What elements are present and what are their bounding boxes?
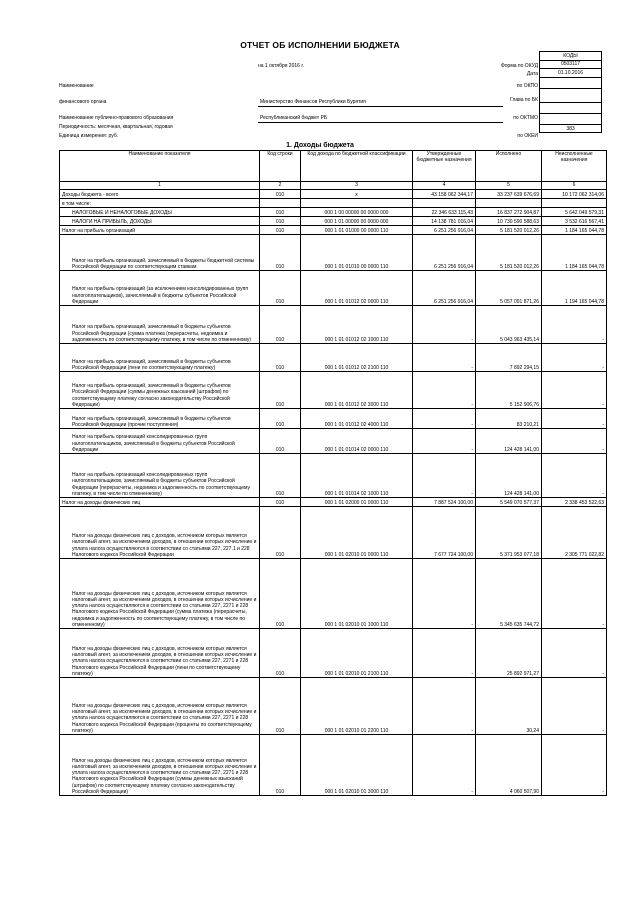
cell-income-code: 000 1 01 01014 02 1000 110 xyxy=(301,454,413,498)
cell-approved: 14 138 781 016,04 xyxy=(413,217,476,226)
report-title: ОТЧЕТ ОБ ИСПОЛНЕНИИ БЮДЖЕТА xyxy=(240,40,400,50)
cell-unexecuted: - xyxy=(542,559,607,629)
cell-line-code: 010 xyxy=(260,735,301,796)
cell-executed: 10 730 590 588,63 xyxy=(476,217,542,226)
col-number-4: 4 xyxy=(413,182,476,190)
cell-income-code: 000 1 01 02010 01 3000 110 xyxy=(301,735,413,796)
cell-income-code: 000 1 01 02010 01 1000 110 xyxy=(301,559,413,629)
cell-line-code: 010 xyxy=(260,429,301,454)
col-header-line: Код строки xyxy=(260,151,301,182)
cell-income-code: 000 1 01 01014 02 0000 110 xyxy=(301,429,413,454)
cell-line-code xyxy=(260,199,301,208)
cell-approved: 43 158 062 344,17 xyxy=(413,190,476,199)
cell-approved: - xyxy=(413,429,476,454)
cell-unexecuted: 3 532 616 567,41 xyxy=(542,217,607,226)
section-title: 1. Доходы бюджета xyxy=(286,142,354,149)
col-number-6: 6 xyxy=(542,182,607,190)
table-row xyxy=(60,217,607,226)
cell-unexecuted: - xyxy=(542,372,607,409)
col-header-code: Код дохода по бюджетной классификации xyxy=(301,151,413,182)
cell-unexecuted: - xyxy=(542,306,607,344)
label-okud: Форма по ОКУД xyxy=(500,63,538,69)
col-number-5: 5 xyxy=(476,182,542,190)
table-row xyxy=(60,190,607,199)
cell-income-code: x xyxy=(301,190,413,199)
col-header-unexecuted: Неисполненные назначения xyxy=(542,151,607,182)
col-number-3: 3 xyxy=(301,182,413,190)
cell-unexecuted: 1 184 165 044,78 xyxy=(542,235,607,271)
cell-executed: 33 237 639 676,69 xyxy=(476,190,542,199)
cell-unexecuted: - xyxy=(542,735,607,796)
table-row xyxy=(60,735,607,796)
cell-name: Налог на прибыль организаций, зачисляемый в бюджеты субъектов Российской Федерации (суммы денежных взысканий (штрафов) по соответствующему платежу согласно законодательству Российской Федерации) xyxy=(60,372,260,409)
cell-name: Налог на прибыль организаций, зачисляемый в бюджеты бюджетной системы Российской Федерации по соответствующим ставкам xyxy=(60,235,260,271)
cell-income-code: 000 1 01 01012 02 2100 110 xyxy=(301,344,413,372)
label-date: Дата xyxy=(526,71,538,77)
cell-executed: 30,24 xyxy=(476,678,542,735)
cell-unexecuted: - xyxy=(542,409,607,429)
cell-executed: 5 549 070 577,37 xyxy=(476,498,542,507)
codes-box xyxy=(539,51,602,133)
cell-income-code: 000 1 01 00000 00 0000 000 xyxy=(301,217,413,226)
table-row xyxy=(60,678,607,735)
codes-header: КОДЫ xyxy=(540,52,602,61)
cell-income-code: 000 1 01 01012 02 1000 110 xyxy=(301,306,413,344)
cell-approved: - xyxy=(413,344,476,372)
cell-line-code: 010 xyxy=(260,409,301,429)
income-table xyxy=(59,150,607,796)
label-okei: по ОКЕИ xyxy=(517,133,538,139)
cell-name: Налог на доходы физических лиц с доходов, источником которых является налоговый агент, за исключением доходов, в отношении которых исчисление и уплата налога осуществляются в соответствии со статьями 227, 2271 и 228 Налогового кодекса Российской Федерации (суммы денежных взысканий (штрафов) по соответствующему платежу согласно законодательству Российской Федерации) xyxy=(60,735,260,796)
table-row xyxy=(60,271,607,306)
cell-line-code: 010 xyxy=(260,454,301,498)
cell-name: НАЛОГИ НА ПРИБЫЛЬ, ДОХОДЫ xyxy=(60,217,260,226)
cell-unexecuted: - xyxy=(542,678,607,735)
label-okpo: по ОКПО xyxy=(516,83,538,89)
cell-approved xyxy=(413,199,476,208)
col-header-executed: Исполнено xyxy=(476,151,542,182)
cell-unexecuted: 5 642 049 579,31 xyxy=(542,208,607,217)
cell-executed: 124 428 141,00 xyxy=(476,429,542,454)
col-number-2: 2 xyxy=(260,182,301,190)
cell-executed: 5 181 520 012,26 xyxy=(476,235,542,271)
cell-executed: 83 210,21 xyxy=(476,409,542,429)
table-row xyxy=(60,507,607,559)
cell-income-code: 000 1 01 01000 00 0000 110 xyxy=(301,226,413,235)
table-row xyxy=(60,498,607,507)
cell-approved: - xyxy=(413,306,476,344)
cell-line-code: 010 xyxy=(260,217,301,226)
finance-body-value: Министерство Финансов Республики Бурятия xyxy=(260,99,366,105)
cell-income-code: 000 1 01 01012 02 0000 110 xyxy=(301,271,413,306)
table-row xyxy=(60,208,607,217)
cell-name: Налог на доходы физических лиц с доходов, источником которых является налоговый агент, за исключением доходов, в отношении которых исчисление и уплата налога осуществляются в соответствии со статьями 227, 2271 и 228 Налогового кодекса Российской Федерации (сумма платежа (перерасчеты, недоимка и задолженность по соответствующему платежу, в том числе по отмененному) xyxy=(60,559,260,629)
cell-unexecuted: - xyxy=(542,344,607,372)
code-blank xyxy=(540,113,602,124)
cell-approved: - xyxy=(413,409,476,429)
cell-line-code: 010 xyxy=(260,372,301,409)
cell-approved: 6 251 256 916,04 xyxy=(413,226,476,235)
cell-approved: 7 887 524 100,00 xyxy=(413,498,476,507)
cell-executed: 5 057 091 871,26 xyxy=(476,271,542,306)
table-row xyxy=(60,629,607,678)
cell-income-code: 000 1 01 02000 01 0000 110 xyxy=(301,498,413,507)
code-okei: 383 xyxy=(540,124,602,133)
cell-unexecuted: 1 184 165 044,78 xyxy=(542,226,607,235)
budget-name-underline xyxy=(258,122,503,123)
cell-executed: 16 837 272 904,87 xyxy=(476,208,542,217)
code-date: 01.10.2016 xyxy=(540,69,602,78)
label-periodicity: Периодичность: месячная, квартальная, годовая xyxy=(59,124,173,130)
cell-line-code: 010 xyxy=(260,208,301,217)
cell-approved: 22 346 633 115,43 xyxy=(413,208,476,217)
cell-approved: 6 251 256 916,04 xyxy=(413,271,476,306)
label-name: Наименование xyxy=(59,83,94,89)
cell-line-code: 010 xyxy=(260,507,301,559)
cell-name: Налог на прибыль организаций консолидированных групп налогоплательщиков, зачисляемый в бюджеты субъектов Российской Федерации (перерасчеты, недоимка и задолженность по соответствующему платежу, в том числе по отмененному) xyxy=(60,454,260,498)
cell-approved: - xyxy=(413,454,476,498)
cell-name: Налог на прибыль организаций, зачисляемый в бюджеты субъектов Российской Федерации (пени по соответствующему платежу) xyxy=(60,344,260,372)
cell-name: Налог на прибыль организаций, зачисляемый в бюджеты субъектов Российской Федерации (прочие поступления) xyxy=(60,409,260,429)
cell-line-code: 010 xyxy=(260,306,301,344)
cell-name: НАЛОГОВЫЕ И НЕНАЛОГОВЫЕ ДОХОДЫ xyxy=(60,208,260,217)
cell-income-code: 000 1 00 00000 00 0000 000 xyxy=(301,208,413,217)
cell-income-code: 000 1 01 01012 02 4000 110 xyxy=(301,409,413,429)
table-row xyxy=(60,429,607,454)
cell-name: Налог на доходы физических лиц с доходов, источником которых является налоговый агент, за исключением доходов, в отношении которых исчисление и уплата налога осуществляются в соответствии со статьями 227, 227.1 и 228 Налогового кодекса Российской Федерации xyxy=(60,507,260,559)
table-row xyxy=(60,409,607,429)
code-okud: 0503117 xyxy=(540,60,602,69)
cell-approved: 6 251 256 916,04 xyxy=(413,235,476,271)
code-glava-bk xyxy=(540,88,602,102)
cell-approved: - xyxy=(413,372,476,409)
report-date: на 1 октября 2016 г. xyxy=(258,63,304,69)
cell-line-code: 010 xyxy=(260,271,301,306)
cell-unexecuted: 2 305 771 022,82 xyxy=(542,507,607,559)
cell-name: Налог на доходы физических лиц с доходов, источником которых является налоговый агент, за исключением доходов, в отношении которых исчисление и уплата налога осуществляются в соответствии со статьями 227, 2271 и 228 Налогового кодекса Российской Федерации (проценты по соответствующему платежу) xyxy=(60,678,260,735)
cell-executed xyxy=(476,199,542,208)
cell-name: Налог на доходы физических лиц xyxy=(60,498,260,507)
cell-income-code: 000 1 01 02010 01 2100 110 xyxy=(301,629,413,678)
income-table-body xyxy=(60,190,607,796)
cell-unexecuted: 1 194 165 044,78 xyxy=(542,271,607,306)
label-public-entity: Наименование публично-правового образования xyxy=(59,115,174,121)
col-header-approved: Утвержденные бюджетные назначения xyxy=(413,151,476,182)
table-row xyxy=(60,199,607,208)
cell-executed: 5 371 953 077,18 xyxy=(476,507,542,559)
cell-executed: 4 060 507,90 xyxy=(476,735,542,796)
col-header-name: Наименование показателя xyxy=(60,151,260,182)
cell-unexecuted: - xyxy=(542,429,607,454)
table-row xyxy=(60,344,607,372)
cell-line-code: 010 xyxy=(260,235,301,271)
cell-executed: 5 152 906,76 xyxy=(476,372,542,409)
table-row xyxy=(60,372,607,409)
cell-executed: 5 181 520 012,26 xyxy=(476,226,542,235)
cell-line-code: 010 xyxy=(260,629,301,678)
cell-income-code: 000 1 01 02010 01 0000 110 xyxy=(301,507,413,559)
cell-name: Налог на прибыль организаций, зачисляемый в бюджеты субъектов Российской Федерации (сумма платежа (перерасчеты, недоимка и задолженность по соответствующему платежу, в том числе по отмененному) xyxy=(60,306,260,344)
table-row xyxy=(60,226,607,235)
label-oktmo: по ОКТМО xyxy=(513,115,538,121)
cell-executed: 5 043 963 435,14 xyxy=(476,306,542,344)
cell-line-code: 010 xyxy=(260,678,301,735)
budget-name-value: Республиканский бюджет РБ xyxy=(260,115,328,121)
cell-name: Налог на прибыль организаций xyxy=(60,226,260,235)
cell-unexecuted: - xyxy=(542,454,607,498)
cell-unexecuted: 10 172 062 314,06 xyxy=(542,190,607,199)
cell-line-code: 010 xyxy=(260,190,301,199)
cell-approved: - xyxy=(413,735,476,796)
cell-income-code xyxy=(301,199,413,208)
table-row xyxy=(60,454,607,498)
cell-income-code: 000 1 01 02010 01 2200 110 xyxy=(301,678,413,735)
cell-name: Доходы бюджета - всего xyxy=(60,190,260,199)
table-row xyxy=(60,235,607,271)
cell-unexecuted: - xyxy=(542,629,607,678)
cell-income-code: 000 1 01 01010 00 0000 110 xyxy=(301,235,413,271)
code-okpo xyxy=(540,77,602,88)
cell-name: Налог на прибыль организаций (за исключением консолидированных групп налогоплательщиков), зачисляемый в бюджеты субъектов Российской Федерации xyxy=(60,271,260,306)
cell-unexecuted: 2 338 453 522,63 xyxy=(542,498,607,507)
cell-line-code: 010 xyxy=(260,498,301,507)
cell-income-code: 000 1 01 01012 02 3000 110 xyxy=(301,372,413,409)
code-oktmo xyxy=(540,102,602,113)
cell-executed: 5 345 635 744,72 xyxy=(476,559,542,629)
cell-unexecuted xyxy=(542,199,607,208)
cell-approved: - xyxy=(413,629,476,678)
label-finance-organ: финансового органа xyxy=(59,99,107,105)
cell-approved: - xyxy=(413,559,476,629)
finance-body-underline xyxy=(258,106,503,107)
label-unit: Единица измерения: руб. xyxy=(59,133,119,139)
cell-name: в том числе: xyxy=(60,199,260,208)
cell-executed: 25 892 971,27 xyxy=(476,629,542,678)
cell-approved: 7 677 724 100,00 xyxy=(413,507,476,559)
col-number-1: 1 xyxy=(60,182,260,190)
cell-executed: 124 428 141,00 xyxy=(476,454,542,498)
label-glava-bk: Глава по БК xyxy=(510,97,538,103)
table-row xyxy=(60,306,607,344)
cell-approved: - xyxy=(413,678,476,735)
cell-line-code: 010 xyxy=(260,344,301,372)
cell-name: Налог на прибыль организаций консолидированных групп налогоплательщиков, зачисляемый в бюджеты субъектов Российской Федерации xyxy=(60,429,260,454)
cell-name: Налог на доходы физических лиц с доходов, источником которых является налоговый агент, за исключением доходов, в отношении которых исчисление и уплата налога осуществляются в соответствии со статьями 227, 2271 и 228 Налогового кодекса Российской Федерации (пени по соответствующему платежу) xyxy=(60,629,260,678)
table-row xyxy=(60,559,607,629)
cell-executed: 7 892 294,15 xyxy=(476,344,542,372)
cell-line-code: 010 xyxy=(260,226,301,235)
cell-line-code: 010 xyxy=(260,559,301,629)
